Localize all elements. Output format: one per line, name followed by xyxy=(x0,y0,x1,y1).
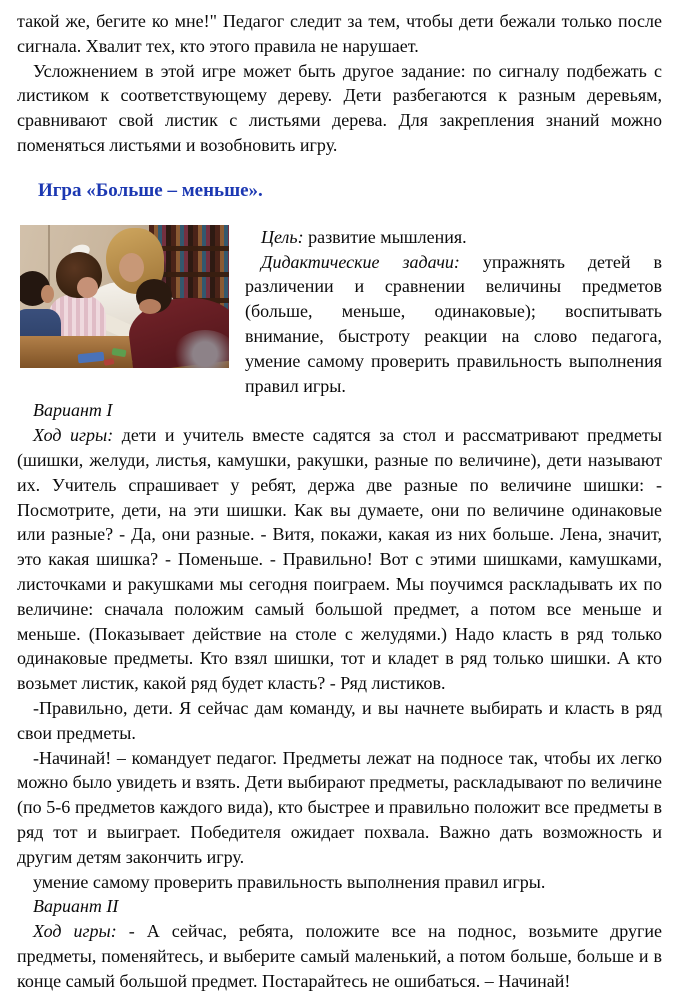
variant2-course-label: Ход игры: xyxy=(33,921,117,942)
goal-and-tasks-column xyxy=(245,225,662,399)
paragraph-intro-2: Усложнением в этой игре может быть другое задание: по сигналу подбежать с листиком к соответствующему дереву. Дети разбегаются к разным деревьям, сравнивают свой листик с листьями дерева. Для закрепления знаний можно поменяться листьями и возобновить игру. xyxy=(17,60,662,155)
paragraph-variant1-course xyxy=(17,423,662,696)
paragraph-intro-1: такой же, бегите ко мне!" Педагог следит за тем, чтобы дети бежали только после сигнала. Хвалит тех, кто этого правила не нарушает. xyxy=(17,11,662,56)
variant2-course-text: - А сейчас, ребята, положите все на поднос, возьмите другие предметы, поменяйтесь, и выберите самый маленький, а потом больше, больше и в конце самый большой предмет. Постарайтесь не ошибаться. – Начинай! xyxy=(17,921,662,991)
game-title-heading: Игра «Больше – меньше». xyxy=(38,179,263,201)
paragraph-variant2-course xyxy=(17,919,662,993)
paragraph-tasks xyxy=(245,250,662,399)
variant1-course-text: дети и учитель вместе садятся за стол и рассматривают предметы (шишки, желуди, листья, камушки, ракушки, разные по величине), дети называют их. Учитель спрашивает у ребят, держа две разные по величине шишки: - Посмотрите, дети, на эти шишки. Как вы думаете, они по величине одинаковые или разные? - Да, они разные. - Витя, покажи, какая из них больше. Лена, значит, это какая шишка? - Поменьше. - Правильно! Вот с этими шишками, камушками, листочками и ракушками мы сегодня поиграем. Мы поучимся раскладывать их по величине: сначала положим самый большой предмет, а потом все меньше и меньше. (Показывает действие на столе с желудями.) Надо класть в ряд только одинаковые предметы. Кто взял шишки, тот и кладет в ряд только шишки. А кто возьмет листик, какой ряд будет класть? - Ряд листиков. xyxy=(17,425,662,694)
paragraph-variant1-2: -Правильно, дети. Я сейчас дам команду, и вы начнете выбирать и класть в ряд свои предметы. xyxy=(17,697,662,743)
goal-text: развитие мышления. xyxy=(303,226,467,247)
photo-teacher-face xyxy=(119,253,144,282)
paragraph-variant1-4: умение самому проверить правильность выполнения правил игры. xyxy=(33,871,546,892)
photo-toddler-face xyxy=(41,285,54,303)
goal-label: Цель: xyxy=(261,226,304,247)
tasks-text: упражнять детей в различении и сравнении величины предметов (больше, меньше, одинаковые); воспитывать внимание, быстроту реакции на слово педагога, умение самому проверить правильность выполнения правил игры. xyxy=(245,251,662,396)
variant1-title: Вариант I xyxy=(33,400,113,421)
photo-girl-face xyxy=(77,277,98,298)
photo-and-goal-section xyxy=(17,225,662,399)
photo-boy-face xyxy=(139,299,161,314)
tasks-label: Дидактические задачи: xyxy=(261,251,460,272)
paragraph-variant1-3: -Начинай! – командует педагог. Предметы лежат на подносе так, чтобы их легко можно было увидеть и взять. Дети выбирают предметы, раскладывают по величине (по 5-6 предметов каждого вида), кто быстрее и правильно положит все предметы в ряд тот и выиграет. Победителя ожидает похвала. Важно дать возможность и другим детям закончить игру. xyxy=(17,747,662,867)
classroom-photo xyxy=(20,225,229,368)
paragraph-goal xyxy=(245,225,662,250)
variant2-title: Вариант II xyxy=(33,896,119,917)
variant1-course-label: Ход игры: xyxy=(33,425,114,446)
